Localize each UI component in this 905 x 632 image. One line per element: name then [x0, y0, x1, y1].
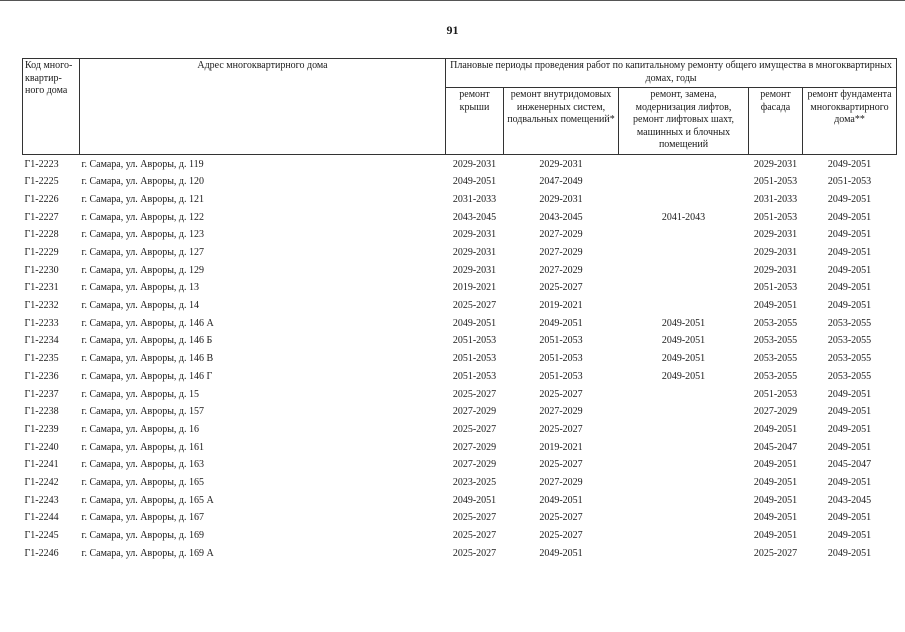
cell-roof: 2049-2051 [452, 494, 497, 506]
cell-internal-systems: 2047-2049 [539, 176, 583, 188]
cell-foundation: 2053-2055 [827, 370, 872, 382]
table-row [23, 386, 897, 404]
header-periods: Плановые периоды проведения работ по капитальному ремонту общего имущества в многоквартирных домах, годы [446, 59, 897, 88]
cell-code: Г1-2237 [24, 388, 59, 400]
cell-address: г. Самара, ул. Авроры, д. 16 [81, 423, 200, 435]
cell-address: г. Самара, ул. Авроры, д. 13 [81, 282, 200, 294]
cell-foundation: 2049-2051 [827, 211, 872, 223]
cell-roof: 2027-2029 [452, 459, 497, 471]
cell-facade: 2049-2051 [753, 300, 798, 312]
cell-roof: 2051-2053 [452, 335, 497, 347]
cell-facade: 2029-2031 [753, 229, 798, 241]
table-row [23, 244, 897, 262]
cell-internal-systems: 2027-2029 [539, 406, 583, 418]
header-address: Адрес многоквартирного дома [80, 59, 446, 155]
cell-code: Г1-2241 [24, 459, 59, 471]
cell-internal-systems: 2027-2029 [539, 264, 583, 276]
cell-foundation: 2053-2055 [827, 353, 872, 365]
table-row [23, 298, 897, 316]
cell-elevators [619, 386, 749, 404]
cell-elevators [619, 457, 749, 475]
cell-internal-systems: 2027-2029 [539, 476, 583, 488]
cell-foundation: 2045-2047 [827, 459, 872, 471]
cell-roof: 2027-2029 [452, 441, 497, 453]
cell-roof: 2025-2027 [452, 547, 497, 559]
cell-foundation: 2049-2051 [827, 512, 872, 524]
cell-code: Г1-2234 [24, 335, 59, 347]
cell-internal-systems: 2043-2045 [539, 211, 583, 223]
cell-roof: 2025-2027 [452, 512, 497, 524]
cell-code: Г1-2225 [24, 176, 59, 188]
cell-foundation: 2053-2055 [827, 335, 872, 347]
cell-facade: 2053-2055 [753, 353, 798, 365]
table-row [23, 262, 897, 280]
cell-address: г. Самара, ул. Авроры, д. 120 [81, 176, 205, 188]
cell-elevators [619, 191, 749, 209]
cell-foundation: 2049-2051 [827, 264, 872, 276]
cell-elevators: 2049-2051 [661, 317, 706, 329]
table-row [23, 474, 897, 492]
cell-roof: 2025-2027 [452, 423, 497, 435]
cell-facade: 2049-2051 [753, 476, 798, 488]
cell-internal-systems: 2025-2027 [539, 423, 583, 435]
cell-internal-systems: 2025-2027 [539, 459, 583, 471]
cell-code: Г1-2244 [24, 512, 59, 524]
cell-code: Г1-2233 [24, 317, 59, 329]
cell-code: Г1-2245 [24, 530, 59, 542]
cell-address: г. Самара, ул. Авроры, д. 157 [81, 406, 205, 418]
cell-code: Г1-2235 [24, 353, 59, 365]
header-internal-systems: ремонт внутридомовых инженерных систем, подвальных помещений* [504, 88, 619, 155]
table-row [23, 368, 897, 386]
cell-facade: 2053-2055 [753, 335, 798, 347]
cell-code: Г1-2226 [24, 193, 59, 205]
cell-elevators [619, 545, 749, 563]
table-row [23, 510, 897, 528]
cell-internal-systems: 2051-2053 [539, 353, 583, 365]
table-row [23, 439, 897, 457]
cell-roof: 2029-2031 [452, 264, 497, 276]
cell-address: г. Самара, ул. Авроры, д. 127 [81, 247, 205, 259]
cell-roof: 2049-2051 [452, 317, 497, 329]
cell-internal-systems: 2025-2027 [539, 530, 583, 542]
cell-address: г. Самара, ул. Авроры, д. 146 А [81, 317, 214, 329]
cell-elevators: 2049-2051 [661, 335, 706, 347]
cell-elevators [619, 474, 749, 492]
cell-internal-systems: 2027-2029 [539, 229, 583, 241]
cell-elevators [619, 227, 749, 245]
cell-facade: 2053-2055 [753, 317, 798, 329]
cell-address: г. Самара, ул. Авроры, д. 146 В [81, 353, 214, 365]
table-row [23, 545, 897, 563]
cell-code: Г1-2223 [24, 158, 59, 170]
cell-facade: 2029-2031 [753, 264, 798, 276]
cell-internal-systems: 2029-2031 [539, 158, 583, 170]
cell-facade: 2049-2051 [753, 530, 798, 542]
cell-address: г. Самара, ул. Авроры, д. 167 [81, 512, 205, 524]
cell-facade: 2031-2033 [753, 193, 798, 205]
cell-internal-systems: 2029-2031 [539, 193, 583, 205]
cell-facade: 2027-2029 [753, 406, 798, 418]
cell-roof: 2025-2027 [452, 300, 497, 312]
table-row [23, 155, 897, 174]
table-row [23, 421, 897, 439]
cell-foundation: 2049-2051 [827, 441, 872, 453]
cell-roof: 2031-2033 [452, 193, 497, 205]
cell-facade: 2025-2027 [753, 547, 798, 559]
cell-code: Г1-2229 [24, 247, 59, 259]
cell-facade: 2029-2031 [753, 158, 798, 170]
cell-internal-systems: 2025-2027 [539, 388, 583, 400]
table-row [23, 492, 897, 510]
cell-roof: 2025-2027 [452, 530, 497, 542]
cell-code: Г1-2239 [24, 423, 59, 435]
table-row [23, 351, 897, 369]
cell-internal-systems: 2049-2051 [539, 547, 583, 559]
cell-foundation: 2051-2053 [827, 176, 872, 188]
cell-roof: 2029-2031 [452, 158, 497, 170]
cell-code: Г1-2228 [24, 229, 59, 241]
cell-address: г. Самара, ул. Авроры, д. 165 А [81, 494, 214, 506]
cell-roof: 2025-2027 [452, 388, 497, 400]
cell-code: Г1-2230 [24, 264, 59, 276]
cell-elevators [619, 492, 749, 510]
cell-foundation: 2049-2051 [827, 406, 872, 418]
cell-foundation: 2049-2051 [827, 530, 872, 542]
cell-roof: 2027-2029 [452, 406, 497, 418]
cell-code: Г1-2242 [24, 476, 59, 488]
cell-facade: 2049-2051 [753, 494, 798, 506]
cell-address: г. Самара, ул. Авроры, д. 161 [81, 441, 205, 453]
cell-roof: 2051-2053 [452, 370, 497, 382]
cell-internal-systems: 2025-2027 [539, 512, 583, 524]
page-number: 91 [446, 23, 459, 37]
cell-code: Г1-2236 [24, 370, 59, 382]
cell-code: Г1-2227 [24, 211, 59, 223]
cell-internal-systems: 2051-2053 [539, 335, 583, 347]
cell-code: Г1-2246 [24, 547, 59, 559]
cell-elevators [619, 298, 749, 316]
table-row [23, 457, 897, 475]
cell-internal-systems: 2049-2051 [539, 317, 583, 329]
cell-elevators: 2049-2051 [661, 370, 706, 382]
cell-address: г. Самара, ул. Авроры, д. 14 [81, 300, 200, 312]
cell-facade: 2051-2053 [753, 211, 798, 223]
cell-elevators [619, 155, 749, 174]
cell-foundation: 2049-2051 [827, 282, 872, 294]
cell-foundation: 2049-2051 [827, 476, 872, 488]
cell-code: Г1-2243 [24, 494, 59, 506]
cell-roof: 2049-2051 [452, 176, 497, 188]
cell-facade: 2045-2047 [753, 441, 798, 453]
cell-roof: 2029-2031 [452, 247, 497, 259]
cell-elevators [619, 280, 749, 298]
cell-address: г. Самара, ул. Авроры, д. 163 [81, 459, 205, 471]
cell-elevators: 2049-2051 [661, 353, 706, 365]
cell-roof: 2051-2053 [452, 353, 497, 365]
cell-address: г. Самара, ул. Авроры, д. 169 [81, 530, 205, 542]
cell-facade: 2051-2053 [753, 388, 798, 400]
cell-code: Г1-2240 [24, 441, 59, 453]
table-row [23, 280, 897, 298]
table-row [23, 404, 897, 422]
table-row [23, 527, 897, 545]
cell-roof: 2029-2031 [452, 229, 497, 241]
cell-facade: 2029-2031 [753, 247, 798, 259]
table-row [23, 315, 897, 333]
table-row [23, 191, 897, 209]
cell-internal-systems: 2019-2021 [539, 441, 583, 453]
cell-elevators [619, 244, 749, 262]
cell-internal-systems: 2051-2053 [539, 370, 583, 382]
cell-address: г. Самара, ул. Авроры, д. 123 [81, 229, 205, 241]
cell-foundation: 2049-2051 [827, 423, 872, 435]
cell-internal-systems: 2027-2029 [539, 247, 583, 259]
cell-address: г. Самара, ул. Авроры, д. 169 А [81, 547, 214, 559]
cell-address: г. Самара, ул. Авроры, д. 15 [81, 388, 200, 400]
cell-facade: 2049-2051 [753, 423, 798, 435]
header-foundation: ремонт фундамента многоквартирного дома** [803, 88, 897, 155]
cell-foundation: 2049-2051 [827, 247, 872, 259]
cell-internal-systems: 2049-2051 [539, 494, 583, 506]
cell-elevators [619, 439, 749, 457]
table-row [23, 209, 897, 227]
cell-foundation: 2049-2051 [827, 229, 872, 241]
header-facade: ремонт фасада [749, 88, 803, 155]
cell-address: г. Самара, ул. Авроры, д. 146 Г [81, 370, 213, 382]
cell-foundation: 2049-2051 [827, 547, 872, 559]
cell-facade: 2049-2051 [753, 512, 798, 524]
cell-address: г. Самара, ул. Авроры, д. 121 [81, 193, 205, 205]
cell-facade: 2049-2051 [753, 459, 798, 471]
cell-address: г. Самара, ул. Авроры, д. 165 [81, 476, 205, 488]
table-row [23, 227, 897, 245]
table-row [23, 174, 897, 192]
cell-foundation: 2049-2051 [827, 300, 872, 312]
cell-facade: 2051-2053 [753, 282, 798, 294]
cell-foundation: 2049-2051 [827, 193, 872, 205]
cell-facade: 2051-2053 [753, 176, 798, 188]
cell-elevators [619, 262, 749, 280]
cell-code: Г1-2232 [24, 300, 59, 312]
top-border-line [0, 0, 905, 1]
capital-repair-schedule-table [22, 58, 897, 563]
header-roof: ремонт крыши [446, 88, 504, 155]
cell-elevators [619, 174, 749, 192]
cell-address: г. Самара, ул. Авроры, д. 129 [81, 264, 205, 276]
header-code: Код много-квартир-ного дома [23, 59, 80, 155]
cell-foundation: 2049-2051 [827, 388, 872, 400]
cell-roof: 2023-2025 [452, 476, 497, 488]
cell-internal-systems: 2019-2021 [539, 300, 583, 312]
header-elevators: ремонт, замена, модернизация лифтов, ремонт лифтовых шахт, машинных и блочных помещений [619, 88, 749, 155]
table-row [23, 333, 897, 351]
cell-foundation: 2043-2045 [827, 494, 872, 506]
cell-elevators: 2041-2043 [661, 211, 706, 223]
cell-facade: 2053-2055 [753, 370, 798, 382]
cell-address: г. Самара, ул. Авроры, д. 119 [81, 158, 204, 170]
cell-foundation: 2049-2051 [827, 158, 872, 170]
cell-elevators [619, 404, 749, 422]
cell-address: г. Самара, ул. Авроры, д. 122 [81, 211, 205, 223]
cell-internal-systems: 2025-2027 [539, 282, 583, 294]
cell-code: Г1-2238 [24, 406, 59, 418]
cell-foundation: 2053-2055 [827, 317, 872, 329]
cell-elevators [619, 510, 749, 528]
cell-code: Г1-2231 [24, 282, 59, 294]
cell-elevators [619, 527, 749, 545]
cell-roof: 2043-2045 [452, 211, 497, 223]
cell-roof: 2019-2021 [452, 282, 497, 294]
cell-elevators [619, 421, 749, 439]
cell-address: г. Самара, ул. Авроры, д. 146 Б [81, 335, 213, 347]
